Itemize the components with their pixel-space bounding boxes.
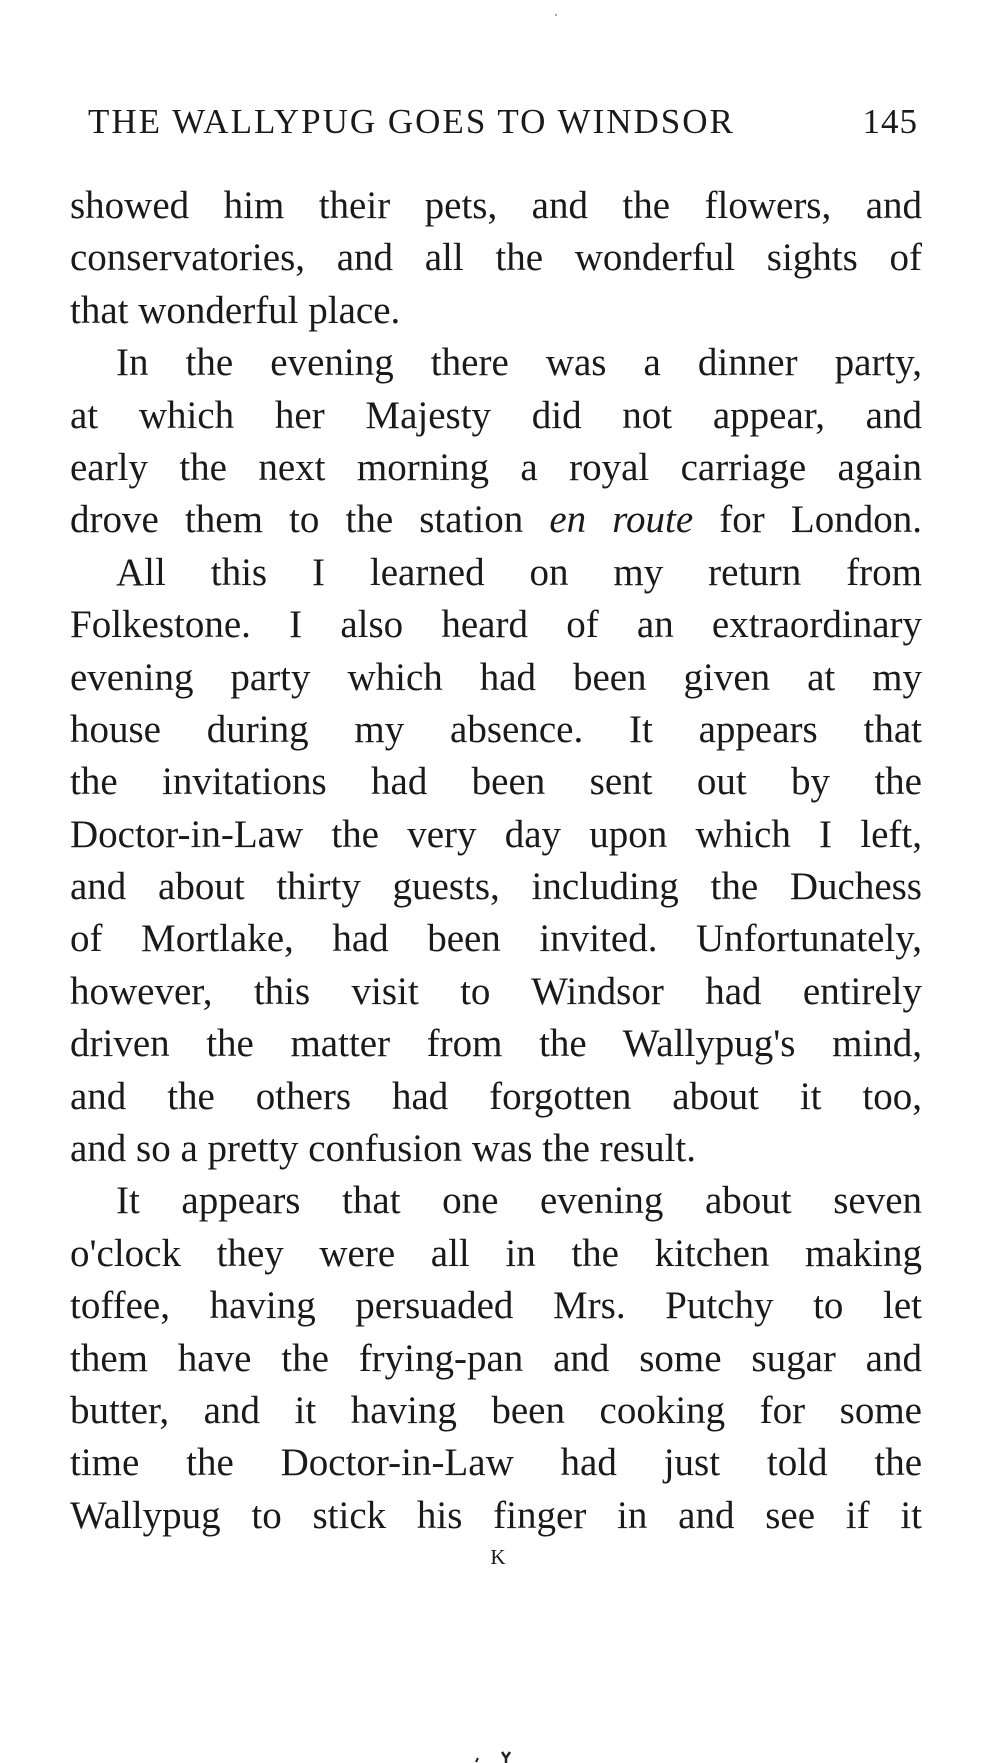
- text-line: house during my absence. It appears that: [70, 707, 922, 751]
- text-line: All this I learned on my return from: [116, 550, 922, 594]
- text-line: In the evening there was a dinner party,: [116, 341, 922, 385]
- body-text: [70, 180, 922, 1542]
- text-run: drove them to the station: [70, 498, 550, 542]
- text-line: It appears that one evening about seven: [116, 1179, 922, 1223]
- text-line: however, this visit to Windsor had entirely: [70, 969, 922, 1013]
- text-line: toffee, having persuaded Mrs. Putchy to let: [70, 1284, 922, 1328]
- text-line: of Mortlake, had been invited. Unfortunately,: [70, 917, 922, 961]
- text-line: o'clock they were all in the kitchen making: [70, 1231, 922, 1275]
- text-line: and about thirty guests, including the Duchess: [70, 865, 922, 909]
- text-line: evening party which had been given at my: [70, 655, 922, 699]
- text-line: early the next morning a royal carriage again: [70, 445, 922, 489]
- running-title: THE WALLYPUG GOES TO WINDSOR: [88, 102, 735, 141]
- text-line: conservatories, and all the wonderful sights of: [70, 236, 922, 280]
- text-line: time the Doctor-in-Law had just told the: [70, 1441, 922, 1485]
- text-line: and so a pretty confusion was the result.: [70, 1127, 697, 1171]
- text-line: butter, and it having been cooking for some: [70, 1388, 922, 1432]
- text-run: for London.: [693, 498, 922, 542]
- page-number: 145: [862, 102, 918, 141]
- text-line: Doctor-in-Law the very day upon which I left,: [70, 812, 922, 856]
- text-line: driven the matter from the Wallypug's mind,: [70, 1022, 922, 1066]
- text-line: [70, 494, 922, 546]
- text-line: and the others had forgotten about it too,: [70, 1074, 922, 1118]
- scan-speck: [555, 14, 557, 16]
- italic-phrase: en route: [549, 498, 694, 542]
- text-line: that wonderful place.: [70, 288, 401, 332]
- text-line: them have the frying-pan and some sugar and: [70, 1336, 922, 1380]
- scan-artifact-mark: [470, 1744, 540, 1763]
- text-line: showed him their pets, and the flowers, and: [70, 184, 922, 227]
- running-header: [88, 102, 918, 150]
- signature-mark: K: [490, 1545, 507, 1569]
- text-line: at which her Majesty did not appear, and: [70, 393, 922, 437]
- text-line: Wallypug to stick his finger in and see if it: [70, 1493, 922, 1537]
- text-line: the invitations had been sent out by the: [70, 760, 922, 804]
- text-line: Folkestone. I also heard of an extraordinary: [70, 603, 922, 647]
